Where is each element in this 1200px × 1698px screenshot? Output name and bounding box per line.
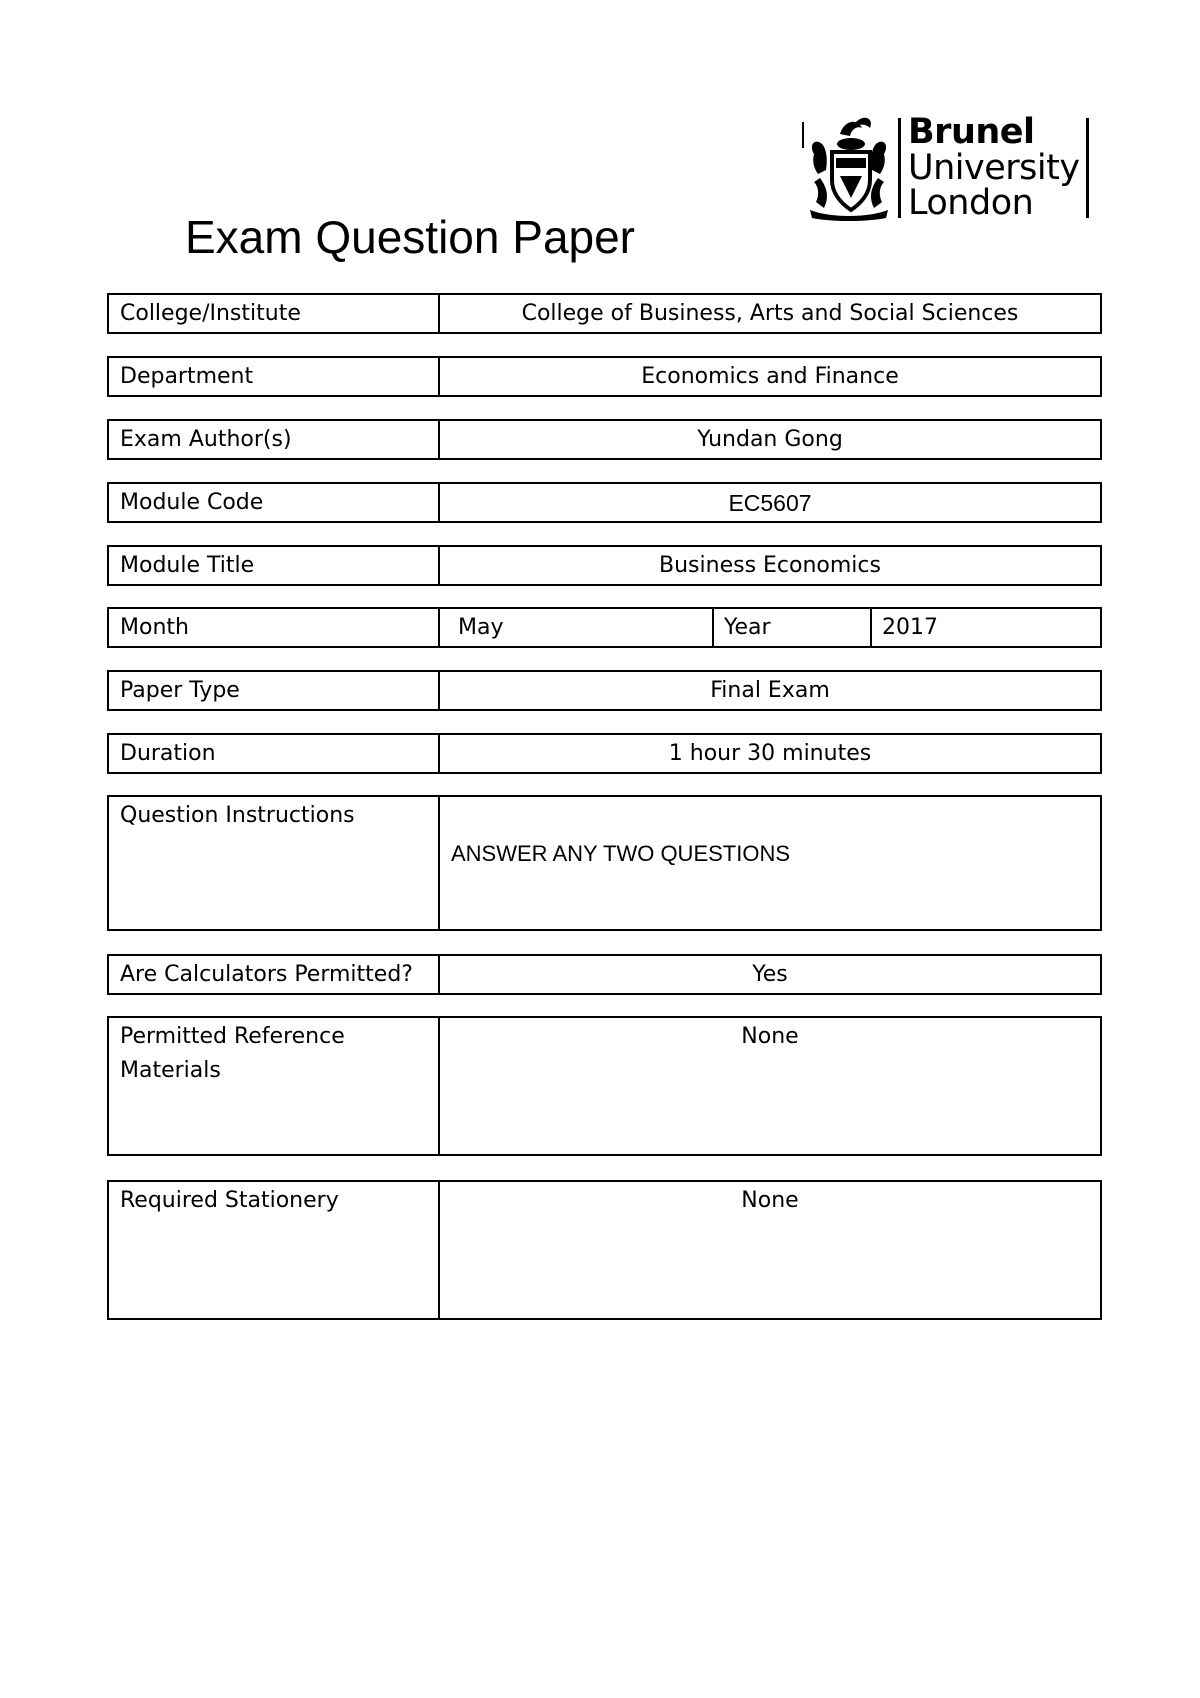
label-duration: Duration: [107, 733, 440, 774]
row-reference: [107, 1016, 1102, 1156]
label-college: College/Institute: [107, 293, 440, 334]
row-stationery: [107, 1180, 1102, 1320]
label-module-title: Module Title: [107, 545, 440, 586]
coat-of-arms-icon: [800, 114, 898, 222]
value-month: May: [438, 607, 714, 648]
row-module-title: [107, 545, 1102, 586]
label-stationery: Required Stationery: [107, 1180, 440, 1320]
value-department: Economics and Finance: [438, 356, 1102, 397]
logo-divider: [898, 118, 901, 218]
row-department: [107, 356, 1102, 397]
row-paper-type: [107, 670, 1102, 711]
value-author: Yundan Gong: [438, 419, 1102, 460]
page-title: Exam Question Paper: [185, 211, 636, 263]
logo-word-brunel: Brunel: [908, 112, 1035, 152]
label-department: Department: [107, 356, 440, 397]
logo-word-london: London: [908, 183, 1034, 223]
label-reference: Permitted Reference Materials: [107, 1016, 440, 1156]
value-paper-type: Final Exam: [438, 670, 1102, 711]
label-author: Exam Author(s): [107, 419, 440, 460]
row-duration: [107, 733, 1102, 774]
row-month: [107, 607, 1102, 648]
logo-right-bar: [1086, 118, 1089, 218]
label-year: Year: [712, 607, 872, 648]
brunel-logo: [800, 114, 1100, 222]
label-module-code: Module Code: [107, 482, 440, 523]
value-reference: None: [438, 1016, 1102, 1156]
value-college: College of Business, Arts and Social Sciences: [438, 293, 1102, 334]
logo-word-university: University: [908, 148, 1080, 188]
label-month: Month: [107, 607, 440, 648]
value-year: 2017: [870, 607, 1102, 648]
row-instructions: [107, 795, 1102, 931]
value-stationery: None: [438, 1180, 1102, 1320]
value-calculators: Yes: [438, 954, 1102, 995]
label-paper-type: Paper Type: [107, 670, 440, 711]
label-calculators: Are Calculators Permitted?: [107, 954, 440, 995]
value-module-code: EC5607: [438, 482, 1102, 523]
value-duration: 1 hour 30 minutes: [438, 733, 1102, 774]
value-module-title: Business Economics: [438, 545, 1102, 586]
row-calculators: [107, 954, 1102, 995]
row-author: [107, 419, 1102, 460]
label-instructions: Question Instructions: [107, 795, 440, 931]
row-college: [107, 293, 1102, 334]
value-instructions: ANSWER ANY TWO QUESTIONS: [438, 795, 1102, 931]
row-module-code: [107, 482, 1102, 523]
